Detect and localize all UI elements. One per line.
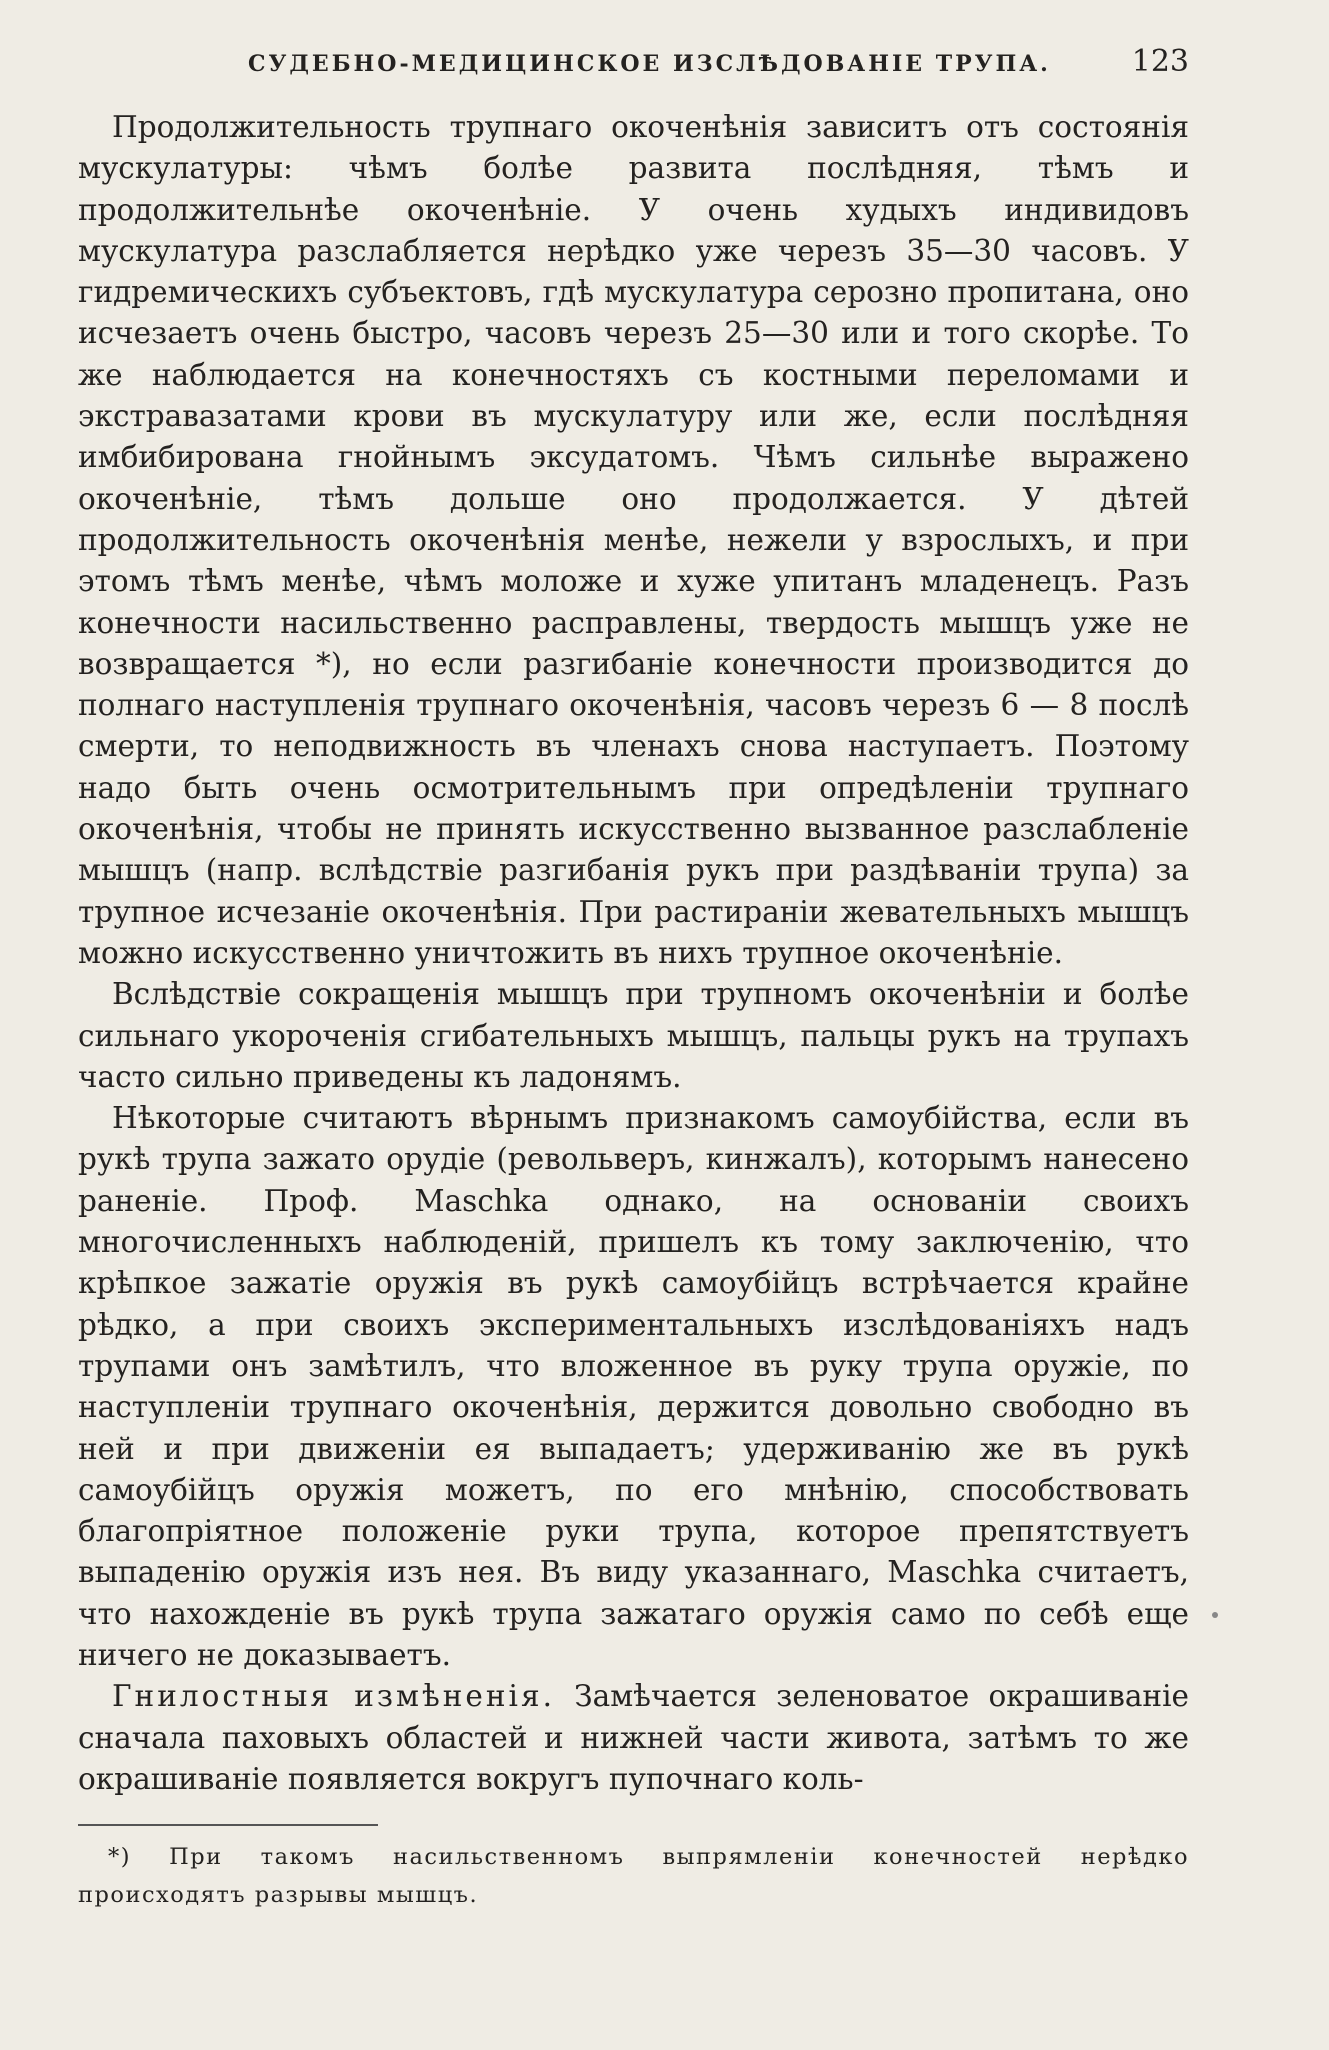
paragraph-3: Нѣкоторые считаютъ вѣрнымъ признакомъ самоубійства, если въ рукѣ трупа зажато орудіе (револьверъ, кинжалъ), которымъ нанесено раненіе. Проф. Maschka однако, на основаніи своихъ многочисленныхъ наблюденій, пришелъ къ тому заключенію, что крѣпкое зажатіе оружія въ рукѣ самоубійцъ встрѣчается крайне рѣдко, а при своихъ экспериментальныхъ изслѣдованіяхъ надъ трупами онъ замѣтилъ, что вложенное въ руку трупа оружіе, по наступленіи трупнаго окоченѣнія, держится довольно свободно въ ней и при движеніи ея выпадаетъ; удерживанію же въ рукѣ самоубійцъ оружія можетъ, по его мнѣнію, способствовать благопріятное положеніе руки трупа, которое препятствуетъ выпаденію оружія изъ нея. Въ виду указаннаго, Maschka считаетъ, что нахожденіе въ рукѣ трупа зажатаго оружія само по себѣ еще ничего не доказываетъ. bbox=[78, 1101, 1189, 1672]
running-title: СУДЕБНО-МЕДИЦИНСКОЕ ИЗСЛѢДОВАНІЕ ТРУПА. bbox=[248, 51, 1051, 77]
paragraph-4-text: Замѣчается зеленоватое окрашиваніе сначала паховыхъ областей и нижней части живота, затѣмъ то же окрашиваніе появляется вокругъ пупочнаго коль- bbox=[78, 1679, 1189, 1796]
paragraph-2: Вслѣдствіе сокращенія мышцъ при трупномъ окоченѣніи и болѣе сильнаго укороченія сгибательныхъ мышцъ, пальцы рукъ на трупахъ часто сильно приведены къ ладонямъ. bbox=[78, 977, 1189, 1094]
print-speck bbox=[1212, 1612, 1218, 1618]
footnote-divider bbox=[78, 1824, 378, 1826]
running-head bbox=[78, 44, 1189, 79]
paragraph-1: Продолжительность трупнаго окоченѣнія зависитъ отъ состоянія мускулатуры: чѣмъ болѣе развита послѣдняя, тѣмъ и продолжительнѣе окоченѣніе. У очень худыхъ индивидовъ мускулатура разслабляется нерѣдко уже черезъ 35—30 часовъ. У гидремическихъ субъектовъ, гдѣ мускулатура серозно пропитана, оно исчезаетъ очень быстро, часовъ черезъ 25—30 или и того скорѣе. То же наблюдается на конечностяхъ съ костными переломами и экстравазатами крови въ мускулатуру или же, если послѣдняя имбибирована гнойнымъ эксудатомъ. Чѣмъ сильнѣе выражено окоченѣніе, тѣмъ дольше оно продолжается. У дѣтей продолжительность окоченѣнія менѣе, нежели у взрослыхъ, и при этомъ тѣмъ менѣе, чѣмъ моложе и хуже упитанъ младенецъ. Разъ конечности насильственно расправлены, твердость мышцъ уже не возвращается *), но если разгибаніе конечности производится до полнаго наступленія трупнаго окоченѣнія, часовъ черезъ 6 — 8 послѣ смерти, то неподвижность въ членахъ снова наступаетъ. Поэтому надо быть очень осмотрительнымъ при опредѣленіи трупнаго окоченѣнія, чтобы не принять искусственно вызванное разслабленіе мышцъ (напр. вслѣдствіе разгибанія рукъ при раздѣваніи трупа) за трупное исчезаніе окоченѣнія. При растираніи жевательныхъ мышцъ можно искусственно уничтожить въ нихъ трупное окоченѣніе. bbox=[78, 110, 1189, 970]
paragraph-4 bbox=[78, 1676, 1189, 1800]
section-heading: Гнилостныя измѣненія. bbox=[112, 1679, 555, 1714]
page-number: 123 bbox=[1131, 44, 1189, 79]
body-text bbox=[78, 107, 1189, 1800]
footnote: *) При такомъ насильственномъ выпрямленіи конечностей нерѣдко происходятъ разрывы мышцъ. bbox=[78, 1844, 1189, 1909]
